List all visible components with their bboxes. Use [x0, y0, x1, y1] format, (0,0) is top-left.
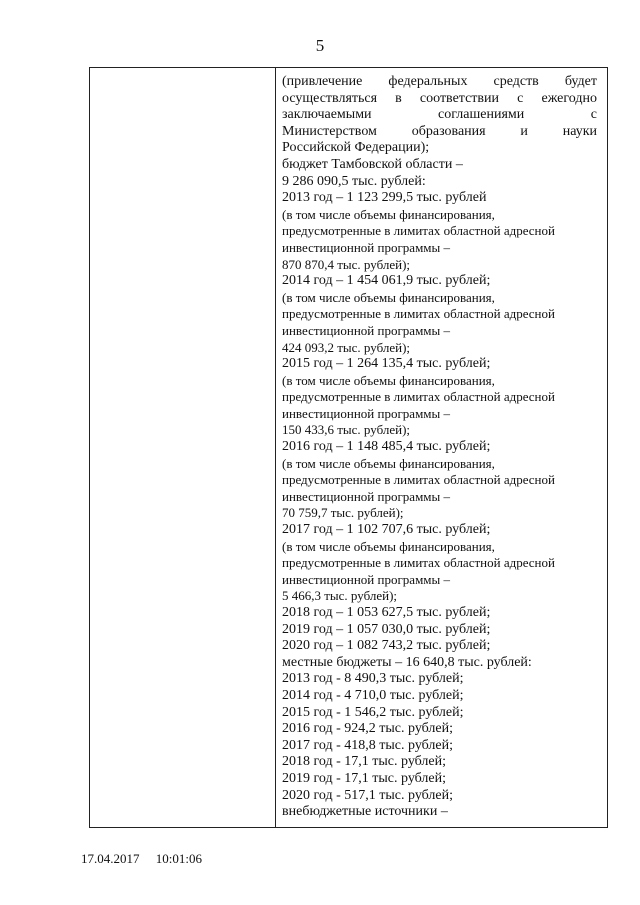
content-line: 424 093,2 тыс. рублей); [282, 339, 411, 355]
content-line: Министерством образования и науки [282, 123, 597, 139]
content-line: 2014 год – 1 454 061,9 тыс. рублей; [282, 273, 491, 289]
content-line: инвестиционной программы – [282, 322, 451, 338]
content-line: 9 286 090,5 тыс. рублей: [282, 173, 426, 189]
content-line: инвестиционной программы – [282, 239, 451, 255]
content-line: осуществляться в соответствии с ежегодно [282, 90, 597, 106]
content-line: (в том числе объемы финансирования, [282, 372, 495, 388]
content-line: 870 870,4 тыс. рублей); [282, 256, 411, 272]
funding-details-cell [282, 74, 597, 821]
content-line: 150 433,6 тыс. рублей); [282, 422, 411, 438]
content-line: 70 759,7 тыс. рублей); [282, 505, 404, 521]
content-line: 2018 год - 17,1 тыс. рублей; [282, 754, 447, 770]
content-line: инвестиционной программы – [282, 488, 451, 504]
content-line: 2017 год - 418,8 тыс. рублей; [282, 737, 454, 753]
content-line: (в том числе объемы финансирования, [282, 206, 495, 222]
content-line: (в том числе объемы финансирования, [282, 455, 495, 471]
content-line: (привлечение федеральных средств будет [282, 74, 597, 89]
content-line: 2014 год - 4 710,0 тыс. рублей; [282, 687, 464, 703]
content-line: 2019 год - 17,1 тыс. рублей; [282, 770, 447, 786]
content-line: 2018 год – 1 053 627,5 тыс. рублей; [282, 605, 491, 620]
print-time: 10:01:06 [155, 851, 202, 866]
content-line: заключаемыми соглашениями с [282, 107, 597, 123]
print-timestamp [81, 851, 202, 867]
content-line: предусмотренные в лимитах областной адресной [282, 223, 555, 239]
content-line: (в том числе объемы финансирования, [282, 289, 495, 305]
content-line: 2019 год – 1 057 030,0 тыс. рублей; [282, 621, 491, 637]
page-number: 5 [315, 36, 325, 55]
content-line: внебюджетные источники – [282, 804, 448, 820]
print-date: 17.04.2017 [81, 851, 140, 866]
content-line: предусмотренные в лимитах областной адресной [282, 472, 555, 488]
content-line: местные бюджеты – 16 640,8 тыс. рублей: [282, 654, 532, 670]
content-line: 2017 год – 1 102 707,6 тыс. рублей; [282, 522, 491, 538]
content-line: инвестиционной программы – [282, 571, 451, 587]
content-line: бюджет Тамбовской области – [282, 156, 463, 172]
content-line: 2013 год - 8 490,3 тыс. рублей; [282, 671, 464, 687]
content-line: Российской Федерации); [282, 140, 430, 156]
content-line: предусмотренные в лимитах областной адресной [282, 389, 555, 405]
content-line: 2020 год - 517,1 тыс. рублей; [282, 787, 454, 803]
funding-table [89, 67, 608, 828]
content-line: 5 466,3 тыс. рублей); [282, 588, 398, 604]
content-line: (в том числе объемы финансирования, [282, 538, 495, 554]
content-line: 2015 год - 1 546,2 тыс. рублей; [282, 704, 464, 720]
content-line: предусмотренные в лимитах областной адресной [282, 306, 555, 322]
content-line: 2016 год – 1 148 485,4 тыс. рублей; [282, 439, 491, 455]
content-line: предусмотренные в лимитах областной адресной [282, 555, 555, 571]
content-line: 2020 год – 1 082 743,2 тыс. рублей; [282, 638, 491, 654]
column-divider [275, 68, 276, 827]
content-line: 2013 год – 1 123 299,5 тыс. рублей [282, 190, 487, 206]
content-line: инвестиционной программы – [282, 405, 451, 421]
content-line: 2016 год - 924,2 тыс. рублей; [282, 721, 454, 737]
content-line: 2015 год – 1 264 135,4 тыс. рублей; [282, 356, 491, 372]
